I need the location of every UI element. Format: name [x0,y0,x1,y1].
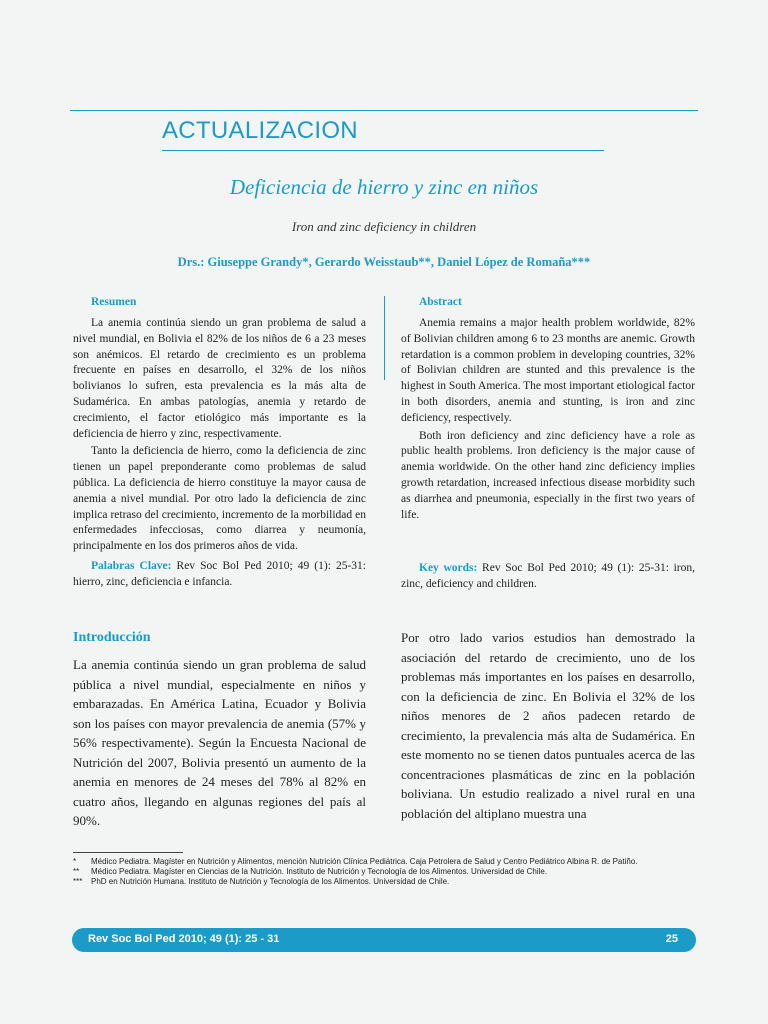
section-rule [162,150,604,151]
footnote: *** PhD en Nutrición Humana. Instituto de Nutrición y Tecnología de los Alimentos. Universidad de Chile. [73,877,450,886]
resumen-paragraph: La anemia continúa siendo un gran problema de salud a nivel mundial, en Bolivia el 82% de los niños de 6 a 23 meses son anémicos. El retardo de crecimiento es un problema frecuente en países en desarrollo, el 32% de los niños bolivianos lo sufren, esta prevalencia es la más alta de Sudamérica. En ambas patologías, anemia y retardo de crecimiento, el factor etiológico más importante es la deficiencia de hierro y zinc, respectivamente. [73,317,366,440]
keywords-label: Key words: [419,562,478,574]
resumen-heading: Resumen [91,296,137,308]
footnote-rule [73,852,183,853]
abstract-paragraph: Both iron deficiency and zinc deficiency have a role as public health problems. Iron deficiency is the major cause of anemia worldwide. On the other hand zinc deficiency implies growth retardation, increased infectious disease morbidity such as diarrhea and pneumonia, especially in the first two years of life. [401,429,695,521]
footnote: * Médico Pediatra. Magíster en Nutrición y Alimentos, mención Nutrición Clínica Pediátrica. Caja Petrolera de Salud y Centro Pediátrico Albina R. de Patiño. [73,857,638,866]
abstract-keywords [401,561,695,593]
resumen-body [73,316,366,591]
article-title: Deficiencia de hierro y zinc en niños [229,175,539,199]
abstract-heading: Abstract [419,296,462,308]
footer-citation: Rev Soc Bol Ped 2010; 49 (1): 25 - 31 [88,933,280,945]
authors-line: Drs.: Giuseppe Grandy*, Gerardo Weisstaub**, Daniel López de Romaña*** [177,255,591,269]
page-number: 25 [665,933,678,945]
abstract-paragraph: Anemia remains a major health problem worldwide, 82% of Bolivian children among 6 to 23 months are anemic. Growth retardation is a common problem in developing countries, 32% of Bolivian children are stunted and this prevalence is the highest in South America. The most important etiological factor in both disorders, anemia and stunting, is iron and zinc deficiency, respectively. [401,317,695,424]
header-rule [70,110,698,111]
footer-bar [72,928,696,952]
introduction-left-column: La anemia continúa siendo un gran problema de salud pública a nivel mundial, especialmente en niños y embarazadas. En América Latina, Ecuador y Bolivia son los países con mayor prevalencia de anemia (57% y 56% respectivamente). Según la Encuesta Nacional de Nutrición del 2007, Bolivia presentó un aumento de la anemia en menores de 24 meses del 78% al 82% en cuatro años, llegando en algunas regiones del país al 90%. [73,657,366,828]
abstract-body [401,316,695,523]
section-label: ACTUALIZACION [162,117,358,144]
resumen-paragraph: Tanto la deficiencia de hierro, como la deficiencia de zinc tienen un papel preponderante como problemas de salud pública. La deficiencia de hierro constituye la mayor causa de anemia a nivel mundial. Por otro lado la deficiencia de zinc implica retraso del crecimiento, incremento de la morbilidad en enfermedades infecciosas, como diarrea y neumonía, principalmente en los dos primeros años de vida. [73,445,366,553]
column-divider [384,296,385,380]
keywords-label: Palabras Clave: [91,559,172,572]
article-subtitle: Iron and zinc deficiency in children [291,219,477,234]
resumen-keywords [73,559,366,591]
footnote: ** Médico Pediatra. Magíster en Ciencias de la Nutrición. Instituto de Nutrición y Tecnología de los Alimentos. Universidad de Chile. [73,867,548,876]
footnotes [73,857,698,887]
keywords-text: Rev Soc Bol Ped 2010; 49 (1): 25-31: hierro, zinc, deficiencia e infancia. [73,559,366,588]
introduction-right-column: Por otro lado varios estudios han demostrado la asociación del retardo de crecimiento, uno de los problemas más importantes en los países en desarrollo, con la deficiencia de zinc. En Bolivia el 32% de los niños menores de 2 años padecen retardo de crecimiento, la prevalencia más alta de Sudamérica. En este momento no se tienen datos puntuales acerca de las concentraciones plasmáticas de zinc en la población boliviana. Un estudio realizado a nivel rural en una población del altiplano muestra una [401,630,695,821]
introduction-heading: Introducción [73,630,151,645]
keywords-text: Rev Soc Bol Ped 2010; 49 (1): 25-31: iron, zinc, deficiency and children. [401,562,695,590]
